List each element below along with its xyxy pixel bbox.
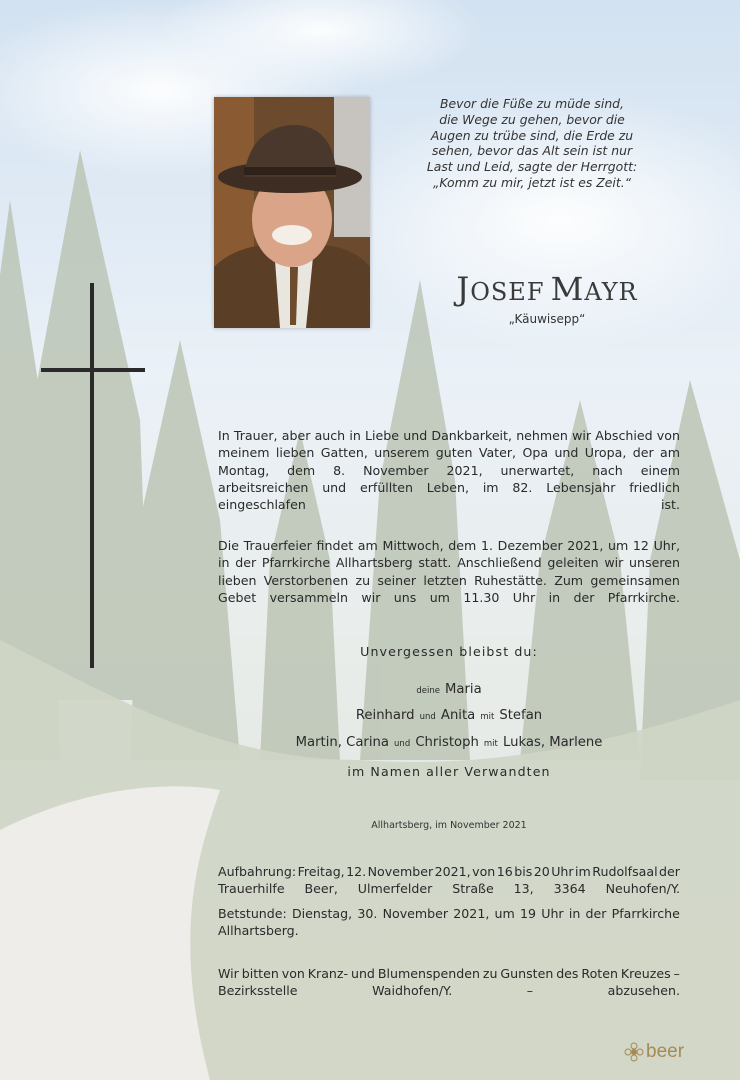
- word: der: [235, 555, 257, 571]
- word: im: [482, 479, 499, 495]
- word: von: [472, 864, 496, 879]
- word: seiner: [377, 572, 417, 588]
- word: Wir: [218, 966, 239, 981]
- viewing-line: Trauerhilfe Beer, Ulmerfelder Straße 13, 3364 Neuhofen/Y.: [218, 881, 680, 897]
- word: am: [357, 538, 378, 553]
- donation-line: Bezirksstelle Waidhofen/Y. – abzusehen.: [218, 983, 680, 999]
- mourner-connector: mit: [483, 739, 498, 749]
- relatives-line: im Namen aller Verwandten: [347, 764, 551, 779]
- word: Freitag,: [297, 864, 345, 879]
- word: und: [350, 966, 375, 981]
- word: in: [218, 555, 230, 571]
- word: Rudolfsaal: [592, 864, 658, 879]
- word: Uhr: [541, 906, 564, 921]
- word: Pfarrkirche: [611, 906, 680, 921]
- word: Pfarrkirche: [261, 555, 331, 571]
- logo-text: beer: [646, 1041, 685, 1062]
- announcement-line: [218, 427, 680, 444]
- mourner-connector: und: [419, 712, 436, 722]
- word: arbeitsreichen: [218, 479, 309, 495]
- cross-icon-vertical: [90, 283, 94, 668]
- mourners-heading: Unvergessen bleibst du:: [360, 644, 538, 659]
- viewing-paragraph: [218, 863, 680, 898]
- funeral-line: [218, 572, 680, 589]
- word: zu: [482, 966, 498, 981]
- cross-icon-horizontal: [41, 368, 145, 372]
- word: Die: [218, 538, 239, 553]
- word: friedlich: [629, 479, 680, 495]
- word: 19: [520, 906, 537, 921]
- surname-initial: M: [550, 270, 585, 308]
- word: Leben,: [426, 479, 470, 495]
- word: Lebensjahr: [546, 479, 616, 495]
- word: Trauer,: [233, 428, 278, 443]
- portrait-photo: [214, 97, 370, 328]
- viewing-line: [218, 863, 680, 880]
- mourner-grandchildren-line: [218, 731, 680, 750]
- mourner-name: Anita: [440, 708, 476, 723]
- word: 2021,: [453, 906, 490, 921]
- quote-line: die Wege zu gehen, bevor die: [439, 111, 625, 127]
- word: Dezember: [497, 538, 563, 553]
- word: Aufbahrung:: [218, 864, 297, 879]
- word: 82.: [512, 479, 533, 495]
- word: auch: [314, 428, 346, 443]
- quote-line: Last und Leid, sagte der Herrgott:: [426, 159, 638, 175]
- place-date: Allhartsberg, im November 2021: [371, 820, 527, 831]
- word: Ruhestätte.: [474, 572, 547, 588]
- word: In: [218, 428, 230, 443]
- quote-line: Bevor die Füße zu müde sind,: [440, 96, 624, 111]
- word: Allhartsberg: [335, 555, 413, 571]
- name-rest: OSEF: [470, 278, 545, 306]
- surname-rest: AYR: [584, 278, 638, 306]
- word: zu: [355, 572, 371, 588]
- word: Uropa,: [584, 445, 627, 461]
- deceased-name: [380, 270, 714, 308]
- word: Kreuzes: [620, 966, 671, 981]
- mourner-name: Reinhard: [355, 708, 415, 723]
- word: guten: [435, 445, 473, 461]
- funeral-paragraph: [218, 537, 680, 606]
- word: 8.: [333, 462, 346, 478]
- mourner-name: Maria: [445, 682, 482, 697]
- word: im: [575, 864, 591, 879]
- word: unerwartet,: [500, 462, 575, 478]
- word: und: [554, 445, 579, 461]
- word: um: [608, 538, 629, 553]
- word: bitten: [241, 966, 279, 981]
- donation-paragraph: [218, 965, 680, 1000]
- word: und: [322, 479, 347, 495]
- word: Montag,: [218, 462, 270, 478]
- word: 30.: [357, 906, 378, 921]
- announcement-line: [218, 462, 680, 479]
- word: und: [403, 428, 428, 443]
- donation-line: [218, 965, 680, 982]
- word: 12: [632, 538, 649, 553]
- prayer-line: Allhartsberg.: [218, 923, 299, 939]
- word: 2021,: [446, 462, 483, 478]
- word: unseren: [629, 555, 680, 571]
- word: Betstunde:: [218, 906, 287, 921]
- mourner-connector: mit: [480, 712, 495, 722]
- word: von: [281, 966, 305, 981]
- word: Abschied: [595, 428, 653, 443]
- word: Mittwoch,: [382, 538, 444, 553]
- word: November: [382, 906, 449, 921]
- word: Zum: [554, 572, 584, 588]
- word: um: [494, 906, 515, 921]
- word: 1.: [480, 538, 493, 553]
- quote-line: sehen, bevor das Alt sein ist nur: [431, 143, 633, 159]
- word: statt.: [418, 555, 452, 571]
- word: der: [632, 445, 654, 461]
- word: nach: [592, 462, 623, 478]
- word: bis: [514, 864, 533, 879]
- announcement-paragraph: [218, 427, 680, 513]
- mourner-name: Lukas, Marlene: [502, 735, 603, 750]
- word: Anschließend: [457, 555, 542, 571]
- word: –: [673, 966, 680, 981]
- word: Vater,: [478, 445, 517, 461]
- mourner-name: Stefan: [499, 708, 543, 723]
- word: Trauerfeier: [243, 538, 312, 553]
- word: lieben: [218, 572, 257, 588]
- word: dem: [287, 462, 316, 478]
- word: letzten: [423, 572, 467, 588]
- word: erfüllten: [359, 479, 413, 495]
- word: 2021,: [567, 538, 604, 553]
- word: Blumenspenden: [377, 966, 480, 981]
- announcement-line: [218, 479, 680, 496]
- word: Dienstag,: [291, 906, 353, 921]
- mourner-connector: deine: [416, 686, 440, 696]
- word: Uhr: [551, 864, 574, 879]
- word: in: [349, 428, 361, 443]
- word: Verstorbenen: [263, 572, 349, 588]
- word: 20: [533, 864, 550, 879]
- funeral-line: [218, 537, 680, 554]
- word: November: [367, 864, 434, 879]
- word: von: [656, 428, 680, 443]
- prayer-line: [218, 905, 680, 922]
- funeral-line: [218, 554, 680, 571]
- word: meinem: [218, 445, 270, 461]
- word: gemeinsamen: [590, 572, 680, 588]
- prayer-paragraph: [218, 905, 680, 940]
- name-initial: J: [456, 270, 471, 308]
- word: nehmen: [516, 428, 568, 443]
- word: des: [556, 966, 579, 981]
- mourner-connector: und: [394, 739, 411, 749]
- word: am: [660, 445, 680, 461]
- mourner-name: Christoph: [415, 735, 479, 750]
- word: der: [659, 864, 680, 879]
- word: geleiten: [547, 555, 599, 571]
- quote-line: Augen zu trübe sind, die Erde zu: [430, 127, 634, 143]
- word: lieben: [275, 445, 315, 461]
- farewell-quote: [378, 96, 686, 191]
- mourner-name: Martin, Carina: [295, 735, 389, 750]
- word: Gatten,: [320, 445, 368, 461]
- word: Roten: [581, 966, 618, 981]
- word: der: [585, 906, 607, 921]
- word: 16: [496, 864, 513, 879]
- word: dem: [448, 538, 477, 553]
- funeral-home-logo: [624, 1041, 684, 1063]
- word: unserem: [374, 445, 430, 461]
- mourner-children-line: [218, 704, 680, 723]
- mourner-wife-line: [218, 678, 680, 697]
- word: Liebe: [365, 428, 400, 443]
- word: 2021,: [434, 864, 471, 879]
- word: Kranz-: [307, 966, 349, 981]
- word: einem: [640, 462, 680, 478]
- word: Opa: [522, 445, 549, 461]
- word: wir: [604, 555, 624, 571]
- word: Uhr,: [653, 538, 680, 553]
- nickname: „Käuwisepp“: [508, 312, 586, 326]
- word: 12.: [346, 864, 367, 879]
- word: November: [363, 462, 429, 478]
- word: in: [568, 906, 581, 921]
- word: wir: [572, 428, 592, 443]
- word: aber: [281, 428, 311, 443]
- word: Dankbarkeit,: [431, 428, 513, 443]
- flower-logo-icon: [624, 1042, 644, 1062]
- quote-line: „Komm zu mir, jetzt ist es Zeit.“: [432, 174, 632, 190]
- announcement-line: eingeschlafen ist.: [218, 497, 680, 513]
- word: Gunsten: [500, 966, 554, 981]
- funeral-line: Gebet versammeln wir uns um 11.30 Uhr in der Pfarrkirche.: [218, 589, 680, 605]
- word: findet: [316, 538, 354, 553]
- announcement-line: [218, 444, 680, 461]
